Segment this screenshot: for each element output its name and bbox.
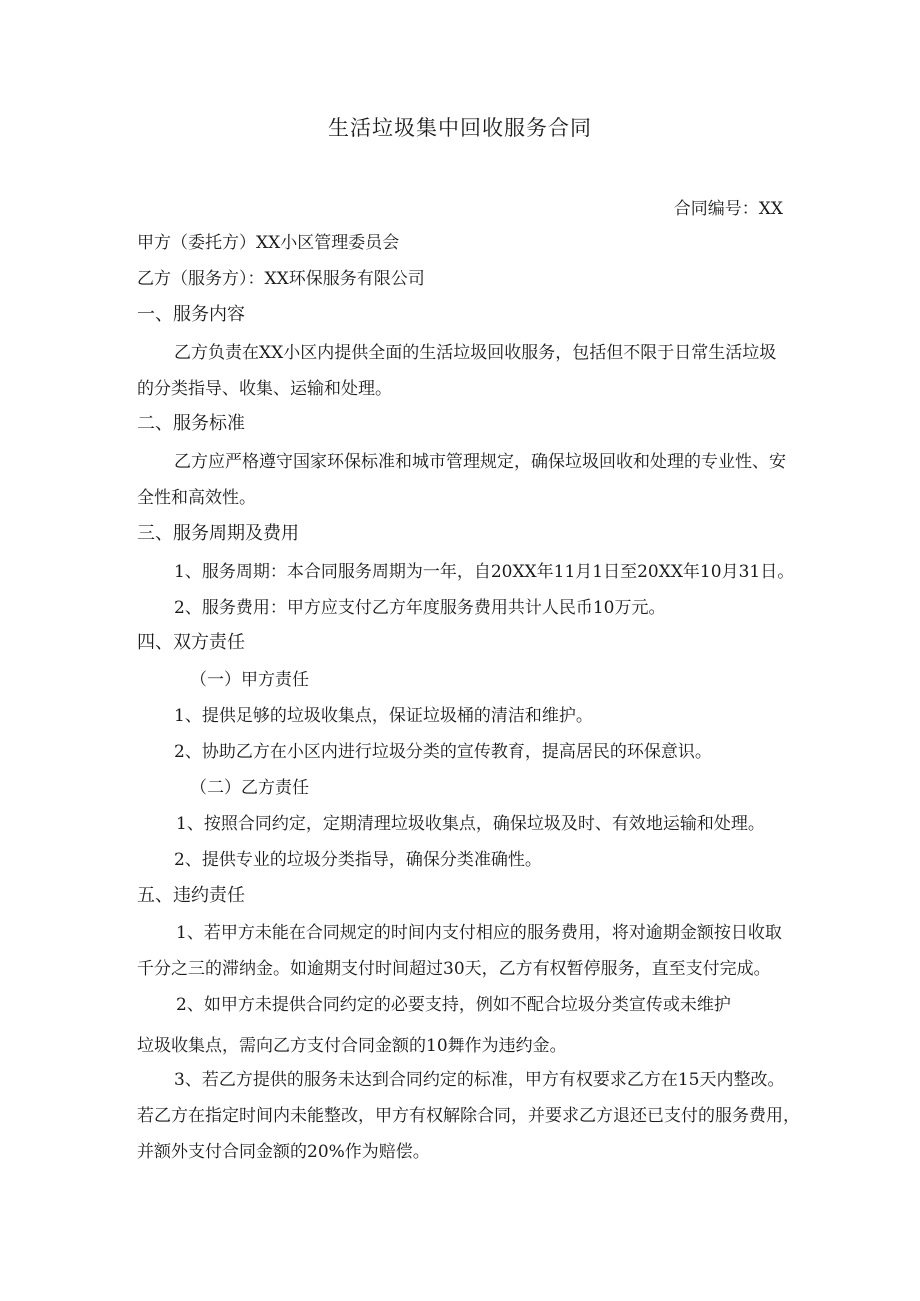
section-4-heading: 四、双方责任 (137, 632, 245, 653)
breach-item-1-line-2: 千分之三的滞纳金。如逾期支付时间超过30天，乙方有权暂停服务，直至支付完成。 (137, 959, 771, 979)
party-b-duty-2: 2、提供专业的垃圾分类指导，确保分类准确性。 (174, 850, 542, 870)
section-3-item-1: 1、服务周期：本合同服务周期为一年，自20XX年11月1日至20XX年10月31日。 (174, 562, 795, 582)
breach-item-2-line-1: 2、如甲方未提供合同约定的必要支持，例如不配合垃圾分类宣传或未维护 (176, 995, 731, 1015)
party-b: 乙方（服务方）：XX环保服务有限公司 (137, 269, 425, 289)
section-1-text-line-2: 的分类指导、收集、运输和处理。 (137, 379, 392, 399)
section-3-item-2: 2、服务费用：甲方应支付乙方年度服务费用共计人民币10万元。 (174, 598, 666, 618)
breach-item-1-line-1: 1、若甲方未能在合同规定的时间内支付相应的服务费用，将对逾期金额按日收取 (176, 923, 782, 943)
section-2-text-line-1: 乙方应严格遵守国家环保标准和城市管理规定，确保垃圾回收和处理的专业性、安 (174, 452, 786, 472)
party-a: 甲方（委托方）XX小区管理委员会 (137, 233, 400, 253)
section-1-text-line-1: 乙方负责在XX小区内提供全面的生活垃圾回收服务，包括但不限于日常生活垃圾 (174, 343, 777, 363)
party-b-duties-heading: （二）乙方责任 (190, 778, 309, 798)
party-a-duty-1: 1、提供足够的垃圾收集点，保证垃圾桶的清洁和维护。 (174, 706, 593, 726)
breach-item-3-line-3: 并额外支付合同金额的20%作为赔偿。 (137, 1142, 430, 1162)
breach-item-2-line-2: 垃圾收集点，需向乙方支付合同金额的10舞作为违约金。 (137, 1036, 567, 1056)
section-5-heading: 五、违约责任 (137, 885, 245, 906)
section-2-text-line-2: 全性和高效性。 (137, 488, 256, 508)
section-3-heading: 三、服务周期及费用 (137, 523, 299, 544)
party-b-duty-1: 1、按照合同约定，定期清理垃圾收集点，确保垃圾及时、有效地运输和处理。 (176, 814, 765, 834)
breach-item-3-line-1: 3、若乙方提供的服务未达到合同约定的标准，甲方有权要求乙方在15天内整改。 (174, 1070, 785, 1090)
contract-number: 合同编号：XX (673, 199, 783, 219)
document-title: 生活垃圾集中回收服务合同 (328, 116, 592, 140)
party-a-duties-heading: （一）甲方责任 (190, 670, 309, 690)
section-2-heading: 二、服务标准 (137, 413, 245, 434)
section-1-heading: 一、服务内容 (137, 304, 245, 325)
breach-item-3-line-2: 若乙方在指定时间内未能整改，甲方有权解除合同，并要求乙方退还已支付的服务费用， (137, 1106, 800, 1126)
party-a-duty-2: 2、协助乙方在小区内进行垃圾分类的宣传教育，提高居民的环保意识。 (174, 742, 712, 762)
